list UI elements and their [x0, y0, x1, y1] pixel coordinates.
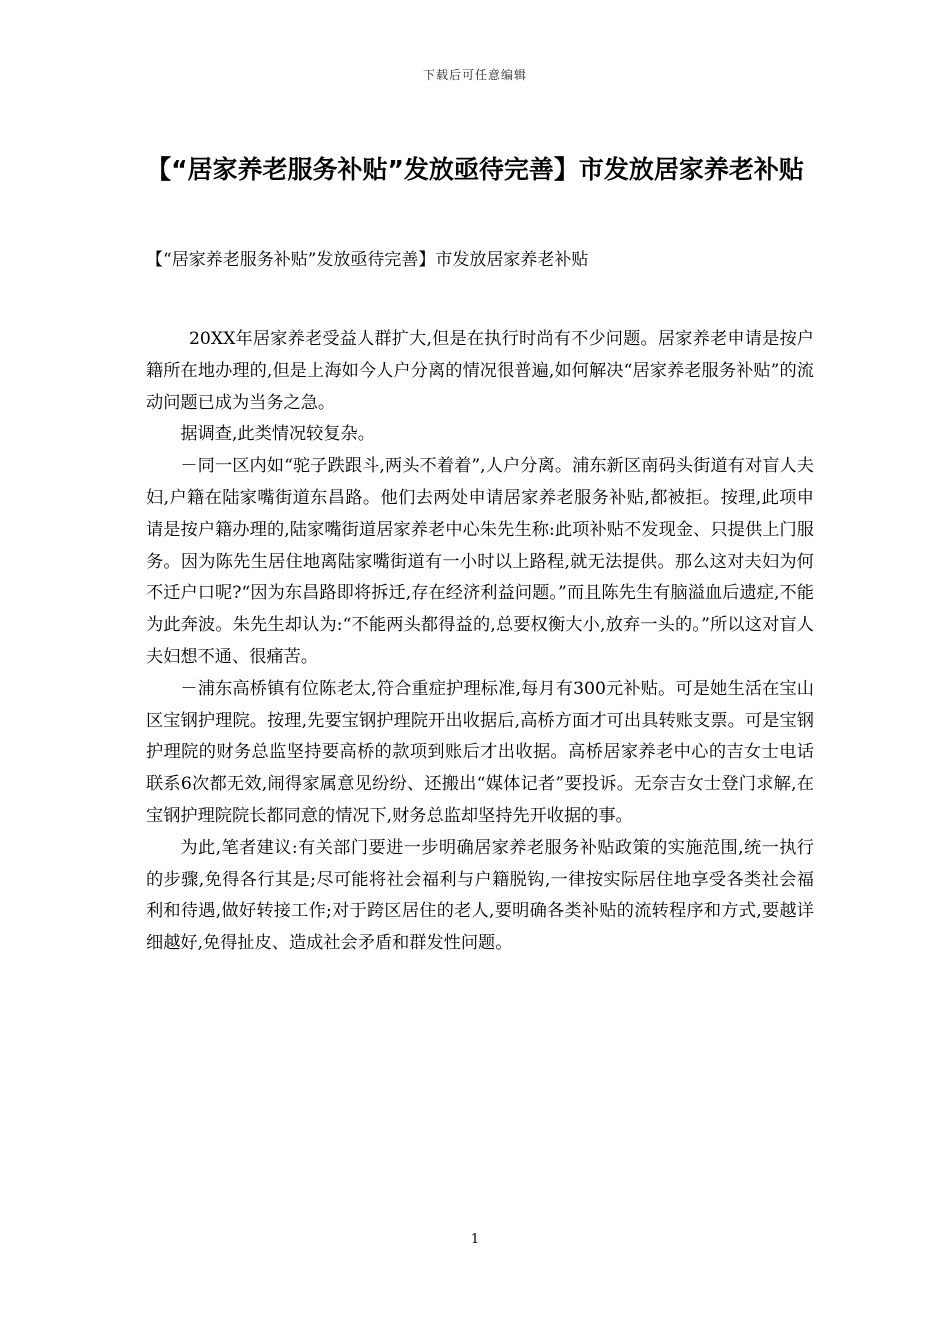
document-body [146, 324, 814, 960]
page-number: 1 [470, 1232, 480, 1247]
paragraph-survey: 据调查,此类情况较复杂。 [180, 424, 375, 445]
paragraph-case-two: －浦东高桥镇有位陈老太,符合重症护理标准,每月有300元补贴。可是她生活在宝山区宝钢护理院。按理,先要宝钢护理院开出收据后,高桥方面才可出具转账支票。可是宝钢护理院的财务总监坚持要高桥的款项到账后才出收据。高桥居家养老中心的吉女士电话联系6次都无效,闹得家属意见纷纷、还搬出“媒体记者”要投诉。无奈吉女士登门求解,在宝钢护理院院长都同意的情况下,财务总监却坚持先开收据的事。 [146, 678, 814, 826]
document-title: 【“居家养老服务补贴”发放亟待完善】市发放居家养老补贴 [146, 155, 804, 184]
paragraph-suggestion: 为此,笔者建议:有关部门要进一步明确居家养老服务补贴政策的实施范围,统一执行的步骤,免得各行其是;尽可能将社会福利与户籍脱钩,一律按实际居住地享受各类社会福利和待遇,做好转接工作;对于跨区居住的老人,要明确各类补贴的流转程序和方式,要越详细越好,免得扯皮、造成社会矛盾和群发性问题。 [146, 837, 814, 954]
document-subtitle: 【“居家养老服务补贴”发放亟待完善】市发放居家养老补贴 [146, 250, 589, 270]
header-note: 下载后可任意编辑 [422, 68, 527, 82]
paragraph-intro: 20XX年居家养老受益人群扩大,但是在执行时尚有不少问题。居家养老申请是按户籍所在地办理的,但是上海如今人户分离的情况很普遍,如何解决“居家养老服务补贴”的流动问题已成为当务之急。 [146, 329, 814, 413]
paragraph-case-one: －同一区内如“驼子跌跟斗,两头不着着”,人户分离。浦东新区南码头街道有对盲人夫妇,户籍在陆家嘴街道东昌路。他们去两处申请居家养老服务补贴,都被拒。按理,此项申请是按户籍办理的,陆家嘴街道居家养老中心朱先生称:此项补贴不发现金、只提供上门服务。因为陈先生居住地离陆家嘴街道有一小时以上路程,就无法提供。那么这对夫妇为何不迁户口呢?“因为东昌路即将拆迁,存在经济利益问题。”而且陈先生有脑溢血后遗症,不能为此奔波。朱先生却认为:“不能两头都得益的,总要权衡大小,放弃一头的。”所以这对盲人夫妇想不通、很痛苦。 [146, 456, 814, 667]
